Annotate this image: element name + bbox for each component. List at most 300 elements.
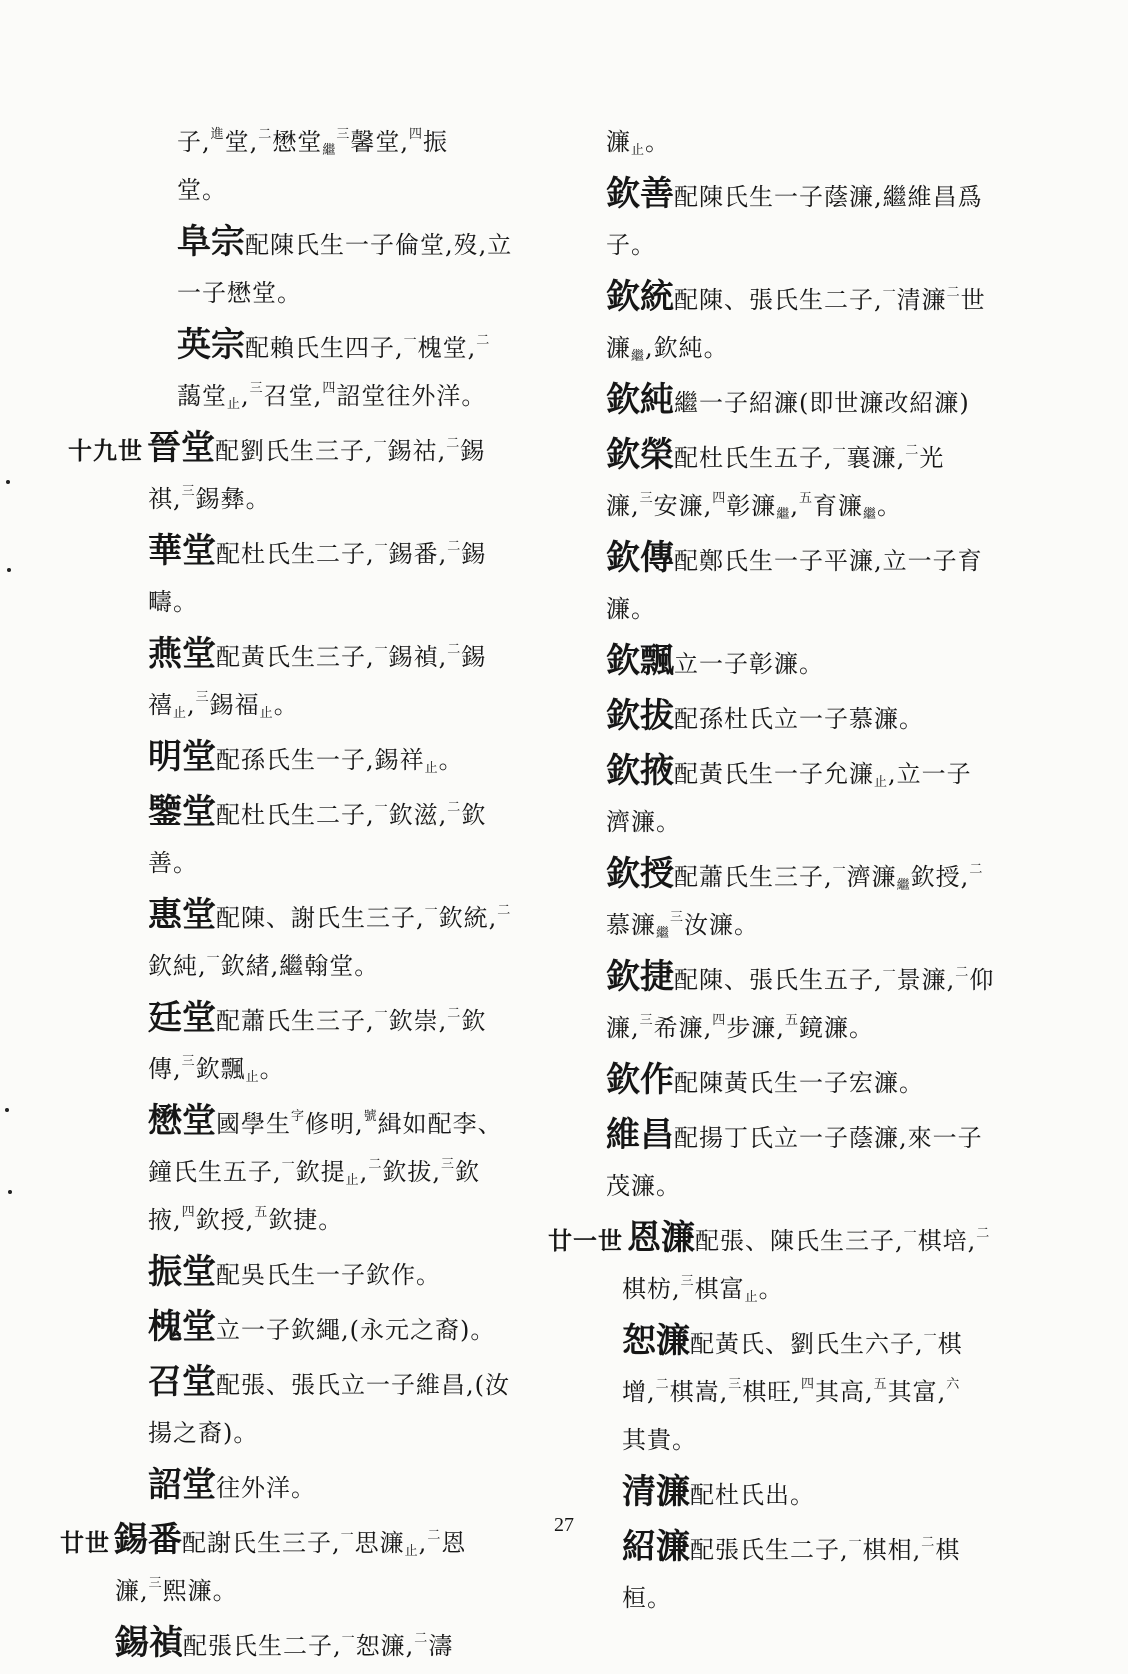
entry-text: 育濂 bbox=[812, 492, 863, 520]
entry-text: 懋堂 bbox=[272, 128, 323, 156]
ordinal-marker: 一 bbox=[374, 800, 389, 815]
ordinal-marker: 二 bbox=[476, 333, 491, 348]
ordinal-marker: 二 bbox=[497, 903, 512, 918]
entry-text: ,欽純。 bbox=[645, 334, 729, 362]
entry-text: 濂, bbox=[606, 492, 640, 520]
ordinal-marker: 三 bbox=[680, 1274, 695, 1289]
ordinal-marker: 一 bbox=[903, 1226, 918, 1241]
entry-text: , bbox=[187, 691, 196, 719]
genealogy-entry bbox=[548, 1111, 1028, 1210]
entry-text: 欽授, bbox=[910, 863, 970, 891]
entry-text: 。 bbox=[645, 128, 671, 156]
entry-text: 欽純, bbox=[148, 952, 207, 980]
entry-text: 棋 bbox=[937, 1330, 963, 1358]
ordinal-marker: 二 bbox=[258, 127, 273, 142]
ordinal-marker: 一 bbox=[923, 1329, 938, 1344]
ordinal-marker: 一 bbox=[424, 903, 439, 918]
entry-text: 配張氏生二子, bbox=[183, 1632, 342, 1660]
entry-text: 棋培, bbox=[917, 1227, 977, 1255]
genealogy-entry bbox=[548, 1523, 1028, 1622]
genealogy-entry bbox=[60, 1619, 540, 1670]
entry-text: 棋 bbox=[935, 1536, 961, 1564]
entry-text: 配杜氏生二子, bbox=[216, 540, 375, 568]
entry-text: 。 bbox=[259, 1055, 285, 1083]
ordinal-marker: 號 bbox=[363, 1109, 378, 1124]
entry-text: 鏡濂。 bbox=[798, 1014, 874, 1042]
note-marker: 止 bbox=[631, 143, 646, 158]
entry-line bbox=[548, 798, 1028, 846]
entry-text: 其貴。 bbox=[622, 1426, 697, 1454]
entry-text: 恕濂, bbox=[355, 1632, 415, 1660]
entry-text: 欽崇, bbox=[388, 1007, 448, 1035]
ordinal-marker: 一 bbox=[373, 436, 388, 451]
person-name: 欽捷 bbox=[606, 957, 674, 997]
note-marker: 止 bbox=[227, 397, 242, 412]
person-name: 燕堂 bbox=[148, 634, 216, 674]
note-marker: 止 bbox=[744, 1290, 759, 1305]
entry-text: 濤 bbox=[428, 1632, 454, 1660]
person-name: 欽作 bbox=[606, 1060, 674, 1100]
note-marker: 繼 bbox=[656, 926, 671, 941]
person-name: 欽榮 bbox=[606, 435, 674, 475]
ordinal-marker: 三 bbox=[249, 381, 264, 396]
genealogy-entry bbox=[60, 630, 540, 729]
ordinal-marker: 四 bbox=[181, 1205, 196, 1220]
entry-line bbox=[60, 1619, 540, 1670]
entry-text: 欽 bbox=[461, 1007, 487, 1035]
entry-text: 配孫氏生一子,錫祥 bbox=[216, 746, 425, 774]
genealogy-entry bbox=[548, 953, 1028, 1052]
scan-speck bbox=[6, 480, 10, 484]
ordinal-marker: 三 bbox=[728, 1377, 743, 1392]
person-name: 華堂 bbox=[148, 531, 216, 571]
entry-text: 恩 bbox=[441, 1529, 467, 1557]
entry-line bbox=[548, 1416, 1028, 1464]
entry-text: 桓。 bbox=[622, 1584, 672, 1612]
ordinal-marker: 二 bbox=[368, 1157, 383, 1172]
entry-text: 禧 bbox=[148, 691, 173, 719]
ordinal-marker: 四 bbox=[712, 1013, 727, 1028]
scan-speck bbox=[7, 568, 11, 572]
person-name: 槐堂 bbox=[148, 1307, 216, 1347]
entry-text: 配孫杜氏立一子慕濂。 bbox=[674, 705, 924, 733]
ordinal-marker: 一 bbox=[374, 642, 389, 657]
ordinal-marker: 二 bbox=[946, 285, 961, 300]
entry-text: 馨堂, bbox=[350, 128, 409, 156]
ordinal-marker: 二 bbox=[905, 443, 920, 458]
entry-line bbox=[60, 681, 540, 729]
entry-line bbox=[60, 1358, 540, 1409]
entry-text: ,立一子 bbox=[888, 760, 972, 788]
person-name: 恕濂 bbox=[622, 1321, 690, 1361]
entry-text: , bbox=[241, 382, 250, 410]
ordinal-marker: 三 bbox=[670, 910, 685, 925]
entry-text: 欽 bbox=[461, 801, 487, 829]
entry-line bbox=[60, 578, 540, 626]
genealogy-entry bbox=[548, 850, 1028, 949]
ordinal-marker: 一 bbox=[374, 1006, 389, 1021]
entry-line bbox=[548, 692, 1028, 743]
entry-text: 一子懋堂。 bbox=[177, 279, 302, 307]
genealogy-entry bbox=[548, 1214, 1028, 1313]
ordinal-marker: 五 bbox=[798, 491, 813, 506]
entry-text: 錫番, bbox=[388, 540, 448, 568]
entry-text: 濂, bbox=[115, 1577, 149, 1605]
entry-text: 仰 bbox=[969, 966, 995, 994]
entry-line bbox=[548, 273, 1028, 324]
entry-line bbox=[548, 1468, 1028, 1519]
entry-text: 其高, bbox=[814, 1378, 874, 1406]
person-name: 欽拔 bbox=[606, 696, 674, 736]
person-name: 詔堂 bbox=[148, 1465, 216, 1505]
ordinal-marker: 一 bbox=[374, 539, 389, 554]
genealogy-entry bbox=[548, 1056, 1028, 1107]
entry-text: 配杜氏生二子, bbox=[216, 801, 375, 829]
entry-line bbox=[548, 1004, 1028, 1052]
genealogy-entry bbox=[60, 527, 540, 626]
ordinal-marker: 一 bbox=[882, 965, 897, 980]
entry-text: 錫 bbox=[461, 540, 487, 568]
entry-text: 掖, bbox=[148, 1206, 182, 1234]
entry-line bbox=[60, 218, 540, 269]
person-name: 欽飄 bbox=[606, 641, 674, 681]
ordinal-marker: 字 bbox=[291, 1109, 306, 1124]
person-name: 欽傳 bbox=[606, 538, 674, 578]
entry-text: 配揚丁氏立一子蔭濂,來一子 bbox=[674, 1124, 983, 1152]
entry-line bbox=[60, 891, 540, 942]
entry-text: 子, bbox=[177, 128, 211, 156]
person-name: 欽純 bbox=[606, 380, 674, 420]
note-marker: 止 bbox=[259, 706, 274, 721]
ordinal-marker: 二 bbox=[414, 1631, 429, 1646]
entry-text: 堂, bbox=[224, 128, 259, 156]
entry-text: 思濂 bbox=[354, 1529, 405, 1557]
entry-text: 熙濂。 bbox=[162, 1577, 238, 1605]
genealogy-entry bbox=[60, 994, 540, 1093]
ordinal-marker: 一 bbox=[882, 285, 897, 300]
entry-text: 濂 bbox=[606, 128, 631, 156]
person-name: 召堂 bbox=[148, 1362, 216, 1402]
ordinal-marker: 三 bbox=[148, 1576, 163, 1591]
entry-line bbox=[548, 482, 1028, 530]
generation-label: 廿一世 bbox=[548, 1226, 623, 1255]
entry-text: 清濂 bbox=[896, 286, 947, 314]
entry-line bbox=[60, 166, 540, 214]
ordinal-marker: 四 bbox=[800, 1377, 815, 1392]
page-number: 27 bbox=[554, 1514, 574, 1536]
genealogy-entry bbox=[60, 1358, 540, 1457]
ordinal-marker: 三 bbox=[639, 1013, 654, 1028]
entry-text: 棋相, bbox=[862, 1536, 922, 1564]
genealogy-entry bbox=[60, 424, 540, 523]
entry-line bbox=[548, 585, 1028, 633]
genealogy-entry bbox=[548, 534, 1028, 633]
note-marker: 止 bbox=[874, 775, 889, 790]
entry-text: 配陳、張氏生五子, bbox=[674, 966, 883, 994]
entry-line bbox=[60, 1461, 540, 1512]
entry-text: 欽滋, bbox=[388, 801, 448, 829]
entry-text: , bbox=[418, 1529, 428, 1557]
entry-line bbox=[60, 1567, 540, 1615]
ordinal-marker: 四 bbox=[322, 381, 337, 396]
genealogy-entry bbox=[548, 747, 1028, 846]
ordinal-marker: 四 bbox=[712, 491, 727, 506]
entry-text: 棋旺, bbox=[742, 1378, 801, 1406]
genealogy-entry bbox=[60, 118, 540, 214]
entry-line bbox=[548, 1574, 1028, 1622]
scan-speck bbox=[5, 1108, 9, 1112]
entry-text: 濂, bbox=[606, 1014, 640, 1042]
entry-line bbox=[60, 269, 540, 317]
genealogy-entry bbox=[60, 733, 540, 784]
entry-text: 。 bbox=[273, 691, 299, 719]
entry-line bbox=[60, 1409, 540, 1457]
entry-text: 修明, bbox=[305, 1110, 364, 1138]
entry-line bbox=[60, 788, 540, 839]
entry-text: 藹堂 bbox=[177, 382, 227, 410]
entry-text: 緝如配李、 bbox=[377, 1110, 503, 1138]
ordinal-marker: 一 bbox=[281, 1157, 296, 1172]
genealogy-entry bbox=[60, 218, 540, 317]
ordinal-marker: 二 bbox=[427, 1528, 442, 1543]
person-name: 鑒堂 bbox=[148, 792, 216, 832]
entry-line bbox=[60, 1248, 540, 1299]
entry-text: 濟濂 bbox=[846, 863, 897, 891]
entry-text: 光 bbox=[919, 444, 945, 472]
entry-line bbox=[60, 475, 540, 523]
entry-text: 棋富 bbox=[694, 1275, 745, 1303]
genealogy-entry bbox=[60, 891, 540, 990]
note-marker: 繼 bbox=[631, 349, 646, 364]
ordinal-marker: 一 bbox=[206, 951, 221, 966]
entry-line bbox=[60, 1303, 540, 1354]
entry-text: 配謝氏生三子, bbox=[182, 1529, 341, 1557]
genealogy-entry bbox=[60, 1097, 540, 1244]
ordinal-marker: 一 bbox=[340, 1528, 355, 1543]
person-name: 錫番 bbox=[114, 1520, 182, 1560]
entry-text: 棋枋, bbox=[622, 1275, 681, 1303]
entry-line bbox=[548, 1265, 1028, 1313]
entry-text: , bbox=[790, 492, 799, 520]
entry-text: 。 bbox=[877, 492, 902, 520]
entry-line bbox=[60, 527, 540, 578]
entry-text: 欽拔, bbox=[382, 1158, 441, 1186]
genealogy-entry bbox=[548, 692, 1028, 743]
entry-text: 欽 bbox=[454, 1158, 480, 1186]
entry-text: 其富, bbox=[887, 1378, 947, 1406]
entry-line bbox=[548, 1214, 1028, 1265]
entry-text: 配張氏生二子, bbox=[690, 1536, 849, 1564]
entry-line bbox=[548, 1056, 1028, 1107]
person-name: 惠堂 bbox=[148, 895, 216, 935]
ordinal-marker: 二 bbox=[447, 1006, 462, 1021]
entry-text: 配黃氏生三子, bbox=[216, 643, 375, 671]
entry-line bbox=[60, 118, 540, 166]
entry-text: 安濂, bbox=[653, 492, 713, 520]
entry-line bbox=[60, 839, 540, 887]
entry-line bbox=[60, 1045, 540, 1093]
entry-line bbox=[548, 221, 1028, 269]
entry-text: 繼一子紹濂(即世濂改紹濂) bbox=[674, 389, 970, 417]
entry-line bbox=[60, 630, 540, 681]
entry-text: 往外洋。 bbox=[216, 1474, 316, 1502]
generation-label: 十九世 bbox=[68, 436, 143, 465]
entry-line bbox=[60, 321, 540, 372]
entry-text: 欽飄 bbox=[195, 1055, 246, 1083]
genealogy-entry bbox=[548, 431, 1028, 530]
ordinal-marker: 三 bbox=[336, 127, 351, 142]
entry-text: 欽緒,繼翰堂。 bbox=[220, 952, 380, 980]
ordinal-marker: 六 bbox=[946, 1377, 961, 1392]
ordinal-marker: 二 bbox=[969, 862, 984, 877]
entry-text: 立一子欽繩,(永元之裔)。 bbox=[216, 1316, 496, 1344]
ordinal-marker: 四 bbox=[408, 127, 423, 142]
entry-line bbox=[548, 324, 1028, 372]
entry-text: 配吳氏生一子欽作。 bbox=[216, 1261, 441, 1289]
person-name: 錫禎 bbox=[115, 1623, 183, 1663]
entry-text: 錫彝。 bbox=[195, 485, 271, 513]
ordinal-marker: 二 bbox=[447, 539, 462, 554]
genealogy-entry bbox=[60, 1303, 540, 1354]
entry-text: 錫福 bbox=[209, 691, 260, 719]
ordinal-marker: 三 bbox=[440, 1157, 455, 1172]
entry-text: 善。 bbox=[148, 849, 198, 877]
ordinal-marker: 二 bbox=[976, 1226, 991, 1241]
entry-text: 立一子彰濂。 bbox=[674, 650, 824, 678]
note-marker: 繼 bbox=[896, 878, 911, 893]
entry-text: 配賴氏生四子, bbox=[245, 334, 404, 362]
entry-line bbox=[548, 170, 1028, 221]
entry-text: 振 bbox=[423, 128, 448, 156]
entry-text: 欽授, bbox=[195, 1206, 255, 1234]
ordinal-marker: 五 bbox=[254, 1205, 269, 1220]
person-name: 紹濂 bbox=[622, 1527, 690, 1567]
entry-line bbox=[60, 994, 540, 1045]
entry-text: 子。 bbox=[606, 231, 656, 259]
entry-text: 錫祜, bbox=[387, 437, 447, 465]
right-column bbox=[548, 118, 1028, 1626]
entry-text: 棋嵩, bbox=[669, 1378, 729, 1406]
ordinal-marker: 一 bbox=[832, 443, 847, 458]
ordinal-marker: 二 bbox=[447, 642, 462, 657]
note-marker: 止 bbox=[345, 1173, 360, 1188]
entry-text: 詔堂往外洋。 bbox=[336, 382, 487, 410]
entry-text: 疇。 bbox=[148, 588, 198, 616]
entry-line bbox=[548, 1111, 1028, 1162]
entry-text: 錫禎, bbox=[388, 643, 448, 671]
genealogy-entry bbox=[60, 788, 540, 887]
entry-line bbox=[60, 1148, 540, 1196]
ordinal-marker: 三 bbox=[181, 484, 196, 499]
ordinal-marker: 二 bbox=[655, 1377, 670, 1392]
person-name: 振堂 bbox=[148, 1252, 216, 1292]
person-name: 晉堂 bbox=[147, 428, 215, 468]
entry-line bbox=[548, 850, 1028, 901]
genealogy-entry bbox=[548, 1468, 1028, 1519]
entry-text: 配陳氏生一子蔭濂,繼維昌爲 bbox=[674, 183, 983, 211]
ordinal-marker: 二 bbox=[446, 436, 461, 451]
ordinal-marker: 三 bbox=[181, 1054, 196, 1069]
entry-text: 配黃氏生一子允濂 bbox=[674, 760, 874, 788]
entry-text: 配張、陳氏生三子, bbox=[695, 1227, 904, 1255]
entry-line bbox=[548, 901, 1028, 949]
note-marker: 繼 bbox=[776, 507, 791, 522]
note-marker: 繼 bbox=[322, 143, 337, 158]
entry-text: 欽提 bbox=[295, 1158, 346, 1186]
entry-text: 希濂, bbox=[653, 1014, 713, 1042]
ordinal-marker: 二 bbox=[447, 800, 462, 815]
ordinal-marker: 三 bbox=[195, 690, 210, 705]
entry-line bbox=[548, 747, 1028, 798]
genealogy-entry bbox=[548, 170, 1028, 269]
genealogy-entry bbox=[548, 637, 1028, 688]
entry-text: 濂。 bbox=[606, 595, 656, 623]
entry-text: 配劉氏生三子, bbox=[215, 437, 374, 465]
entry-text: 槐堂, bbox=[417, 334, 477, 362]
ordinal-marker: 一 bbox=[848, 1535, 863, 1550]
entry-text: 。 bbox=[758, 1275, 784, 1303]
entry-text: 配蕭氏生三子, bbox=[216, 1007, 375, 1035]
person-name: 明堂 bbox=[148, 737, 216, 777]
entry-text: 景濂, bbox=[896, 966, 956, 994]
entry-text: 鐘氏生五子, bbox=[148, 1158, 282, 1186]
entry-text: 錫 bbox=[461, 643, 487, 671]
person-name: 維昌 bbox=[606, 1115, 674, 1155]
entry-text: 步濂, bbox=[726, 1014, 785, 1042]
entry-line bbox=[548, 118, 1028, 166]
entry-line bbox=[60, 733, 540, 784]
entry-line bbox=[548, 431, 1028, 482]
person-name: 英宗 bbox=[177, 325, 245, 365]
ordinal-marker: 一 bbox=[832, 862, 847, 877]
entry-text: 茂濂。 bbox=[606, 1172, 681, 1200]
note-marker: 止 bbox=[424, 761, 439, 776]
entry-text: 欽統, bbox=[438, 904, 498, 932]
entry-text: 配黃氏、劉氏生六子, bbox=[690, 1330, 924, 1358]
note-marker: 繼 bbox=[862, 507, 877, 522]
person-name: 阜宗 bbox=[177, 222, 245, 262]
entry-line bbox=[548, 637, 1028, 688]
note-marker: 止 bbox=[173, 706, 188, 721]
entry-text: 濟濂。 bbox=[606, 808, 681, 836]
entry-line bbox=[60, 372, 540, 420]
entry-line bbox=[60, 1097, 540, 1148]
entry-text: 配杜氏生五子, bbox=[674, 444, 833, 472]
entry-text: , bbox=[359, 1158, 369, 1186]
left-column bbox=[60, 118, 540, 1674]
ordinal-marker: 五 bbox=[784, 1013, 799, 1028]
entry-text: 配陳、張氏生二子, bbox=[674, 286, 883, 314]
genealogy-entry bbox=[60, 1461, 540, 1512]
ordinal-marker: 五 bbox=[873, 1377, 888, 1392]
note-marker: 止 bbox=[245, 1070, 260, 1085]
scan-speck bbox=[8, 1190, 12, 1194]
entry-line bbox=[548, 953, 1028, 1004]
entry-text: 襄濂, bbox=[846, 444, 906, 472]
generation-label: 廿世 bbox=[60, 1528, 110, 1557]
entry-text: 濂 bbox=[606, 334, 631, 362]
ordinal-marker: 二 bbox=[921, 1535, 936, 1550]
entry-text: 國學生 bbox=[216, 1110, 291, 1138]
entry-text: 配張、張氏立一子維昌,(汝 bbox=[216, 1371, 510, 1399]
entry-text: 配蕭氏生三子, bbox=[674, 863, 833, 891]
entry-text: 揚之裔)。 bbox=[148, 1419, 259, 1447]
entry-text: 配陳黃氏生一子宏濂。 bbox=[674, 1069, 924, 1097]
entry-text: 傳, bbox=[148, 1055, 182, 1083]
entry-text: 增, bbox=[622, 1378, 656, 1406]
person-name: 欽授 bbox=[606, 854, 674, 894]
person-name: 廷堂 bbox=[148, 998, 216, 1038]
